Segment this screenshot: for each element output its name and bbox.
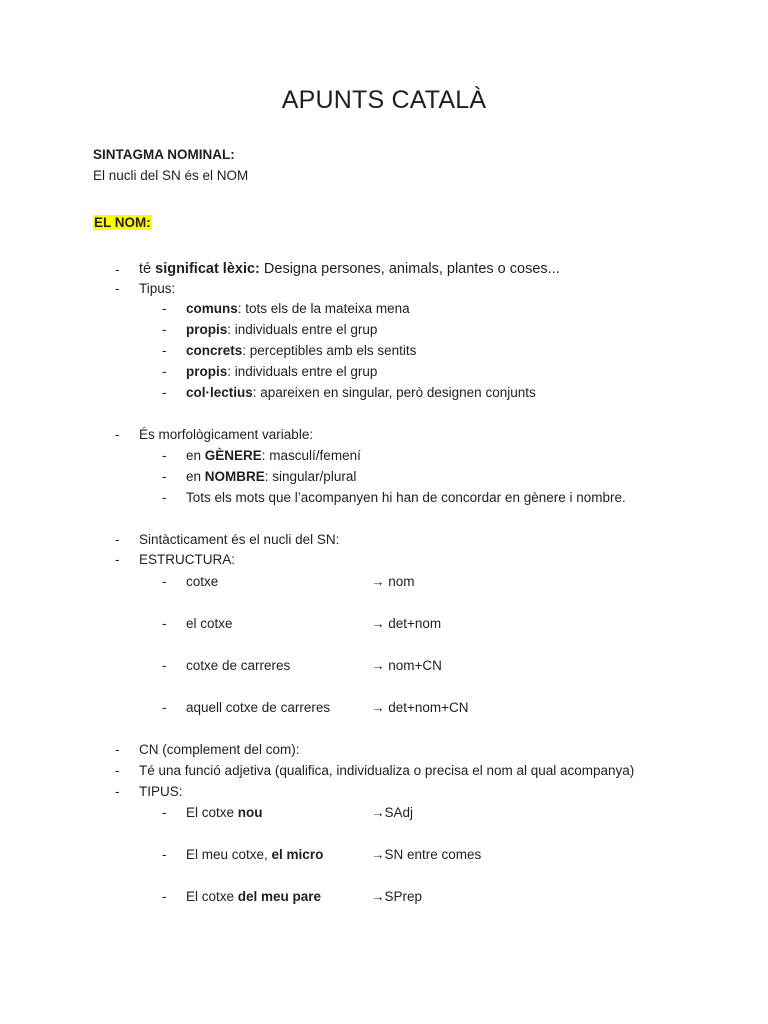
estructura-example: aquell cotxe de carreres [186,700,331,715]
tipus-item [186,300,410,318]
bullet-dash: - [162,301,167,316]
morfologic-desc: : singular/plural [264,469,357,484]
tipus-desc: : individuals entre el grup [227,322,378,337]
morfologic-item [186,468,356,486]
morfologic-prefix: en [186,469,205,484]
tipus-term: propis [186,364,228,379]
bullet-dash: - [115,532,120,547]
estructura-example: el cotxe [186,616,233,631]
tipus-desc: : apareixen en singular, però designen conjunts [252,385,536,400]
sintagma-heading: SINTAGMA NOMINAL: [93,147,235,162]
estructura-arrow: → det+nom [371,616,442,631]
nom-heading [93,214,152,232]
tipus-label: Tipus: [139,281,176,296]
cn-tipus-example [186,846,323,864]
estructura-arrow: → nom [371,574,415,589]
bullet-dash: - [162,343,167,358]
cn-tipus-label: TIPUS: [139,784,183,799]
estructura-arrow: → nom+CN [371,658,442,673]
tipus-desc: : tots els de la mateixa mena [237,301,410,316]
tipus-term: propis [186,322,228,337]
cn-tipus-example [186,888,321,906]
bullet-dash: - [162,469,167,484]
cn-tipus-prefix: El cotxe [186,889,238,904]
cn-funcio: Té una funció adjetiva (qualifica, individualiza o precisa el nom al qual acompanya) [139,763,635,778]
cn-tipus-arrow: →SPrep [371,889,423,904]
bullet-dash: - [162,322,167,337]
tipus-desc: : individuals entre el grup [227,364,378,379]
bullet-dash: - [115,784,120,799]
sintagma-text: El nucli del SN és el NOM [93,168,249,183]
bullet-dash: - [162,490,167,505]
morfologic-item [186,447,361,465]
significat-prefix: té [139,261,156,277]
significat-rest: Designa persones, animals, plantes o coses... [259,261,560,277]
estructura-example: cotxe de carreres [186,658,291,673]
cn-tipus-arrow: →SAdj [371,805,414,820]
significat-bold: significat lèxic: [155,261,260,277]
morfologic-term: NOMBRE [204,469,265,484]
bullet-dash: - [115,552,120,567]
sintactic-text: Sintàcticament és el nucli del SN: [139,532,340,547]
cn-tipus-bold: del meu pare [237,889,322,904]
bullet-dash: - [115,763,120,778]
bullet-dash: - [162,658,167,673]
cn-tipus-bold: el micro [271,847,324,862]
morfologic-term: GÈNERE [204,448,262,463]
page-title: APUNTS CATALÀ [281,86,487,114]
cn-tipus-prefix: El cotxe [186,805,238,820]
estructura-example: cotxe [186,574,219,589]
estructura-label: ESTRUCTURA: [139,552,236,567]
morfologic-item [186,489,626,507]
cn-label: CN (complement del com): [139,742,300,757]
bullet-dash: - [162,616,167,631]
tipus-item [186,321,377,339]
tipus-item [186,342,416,360]
morfologic-desc: Tots els mots que l’acompanyen hi han de concordar en gènere i nombre. [186,490,626,505]
morfologic-desc: : masculí/femení [261,448,361,463]
bullet-dash: - [162,805,167,820]
cn-tipus-bold: nou [237,805,263,820]
bullet-dash: - [162,574,167,589]
tipus-desc: : perceptibles amb els sentits [242,343,417,358]
bullet-dash: - [162,700,167,715]
tipus-item [186,363,377,381]
morfologic-prefix: en [186,448,205,463]
significat-item [139,260,560,278]
bullet-dash: - [115,281,120,296]
bullet-dash: - [162,364,167,379]
bullet-dash: - [115,262,120,277]
tipus-term: concrets [186,343,243,358]
cn-tipus-example [186,804,263,822]
nom-heading-highlight: EL NOM: [94,215,151,230]
tipus-term: comuns [186,301,238,316]
tipus-term: col·lectius [186,385,253,400]
bullet-dash: - [162,889,167,904]
cn-tipus-arrow: →SN entre comes [371,847,482,862]
estructura-arrow: → det+nom+CN [371,700,469,715]
tipus-item [186,384,536,402]
bullet-dash: - [115,742,120,757]
bullet-dash: - [162,847,167,862]
bullet-dash: - [162,448,167,463]
bullet-dash: - [162,385,167,400]
morfologic-label: És morfològicament variable: [139,427,314,442]
bullet-dash: - [115,427,120,442]
cn-tipus-prefix: El meu cotxe, [186,847,272,862]
